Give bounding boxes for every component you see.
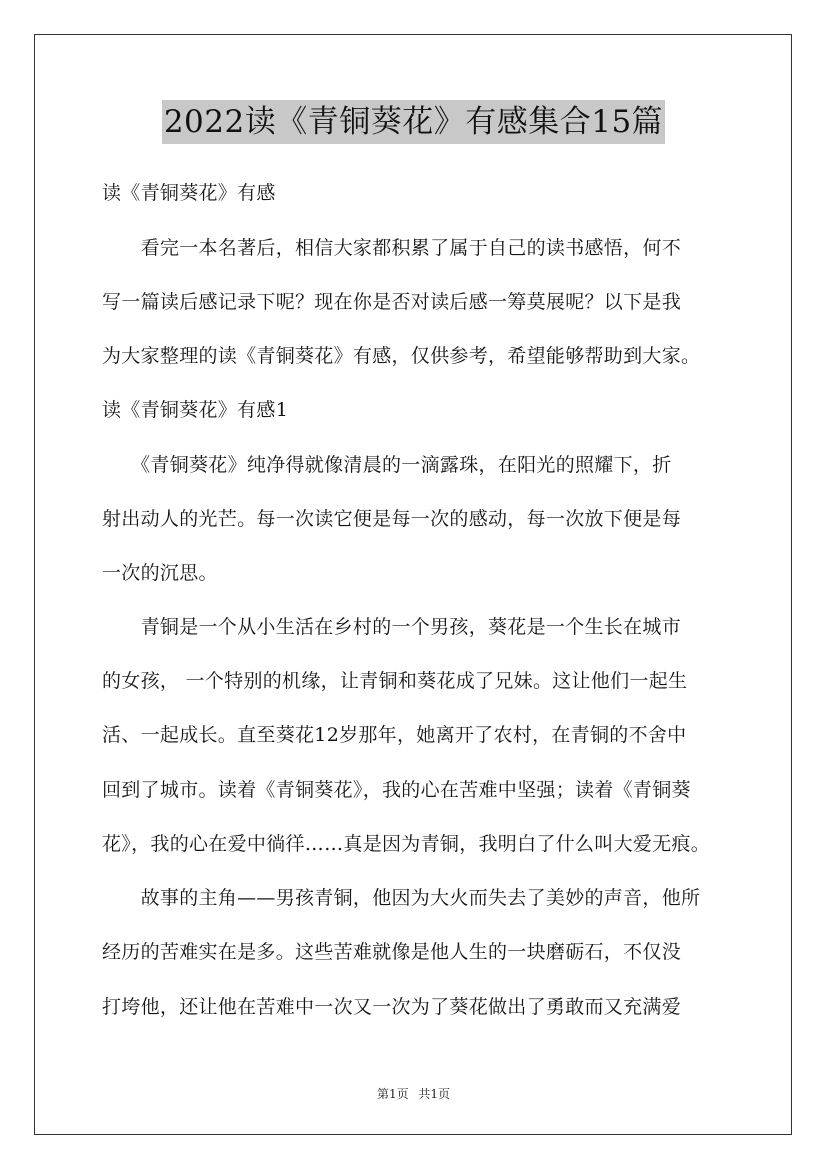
text-line: 看完一本名著后，相信大家都积累了属于自己的读书感悟，何不 [102, 237, 682, 259]
text-line: 故事的主角——男孩青铜，他因为大火而失去了美妙的声音，他所 [102, 887, 701, 909]
text-line: 回到了城市。读着《青铜葵花》，我的心在苦难中坚强；读着《青铜葵 [102, 779, 691, 801]
page-footer [0, 1086, 827, 1102]
text-line: 一次的沉思。 [102, 562, 218, 584]
text-line: 射出动人的光芒。每一次读它便是每一次的感动，每一次放下便是每 [102, 508, 682, 530]
text-line: 为大家整理的读《青铜葵花》有感，仅供参考，希望能够帮助到大家。 [102, 345, 701, 367]
page-total: 共1页 [418, 1087, 451, 1101]
text-line: 活、一起成长。直至葵花12岁那年，她离开了农村，在青铜的不舍中 [102, 724, 687, 746]
text-line: 写一篇读后感记录下呢？现在你是否对读后感一筹莫展呢？以下是我 [102, 291, 682, 313]
text-line: 《青铜葵花》纯净得就像清晨的一滴露珠，在阳光的照耀下，折 [102, 454, 672, 476]
text-line: 读《青铜葵花》有感1 [102, 399, 289, 421]
text-line: 读《青铜葵花》有感 [102, 182, 276, 204]
title-area [0, 100, 827, 144]
text-line: 花》，我的心在爱中徜徉……真是因为青铜，我明白了什么叫大爱无痕。 [102, 833, 711, 855]
document-title: 2022读《青铜葵花》有感集合15篇 [162, 100, 665, 144]
page-number: 第1页 [376, 1087, 409, 1101]
text-line: 的女孩， 一个特别的机缘，让青铜和葵花成了兄妹。这让他们一起生 [102, 670, 688, 692]
text-line: 青铜是一个从小生活在乡村的一个男孩，葵花是一个生长在城市 [102, 616, 682, 638]
text-line: 打垮他，还让他在苦难中一次又一次为了葵花做出了勇敢而又充满爱 [102, 996, 682, 1018]
text-line: 经历的苦难实在是多。这些苦难就像是他人生的一块磨砺石，不仅没 [102, 941, 682, 963]
